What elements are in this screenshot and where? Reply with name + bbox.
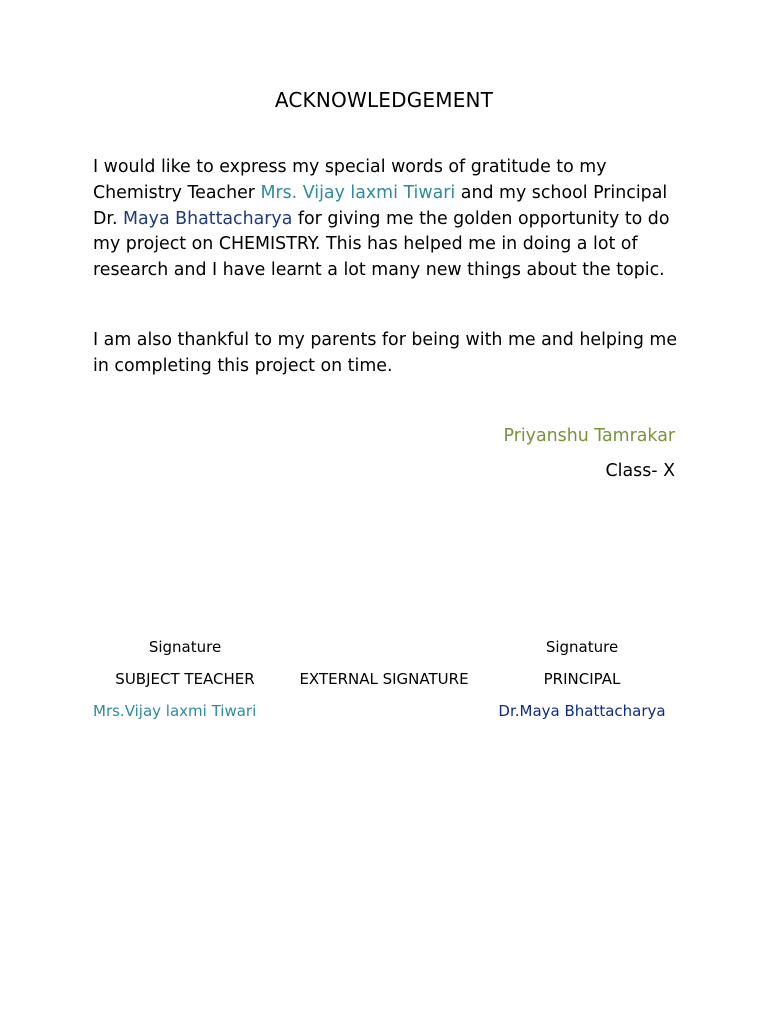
parents-paragraph: I am also thankful to my parents for being with me and helping me in completing this project on time. xyxy=(93,330,678,376)
principal-signature-name: Dr.Maya Bhattacharya xyxy=(498,702,666,720)
paragraph-text-1: I would like to express my special words of gratitude to my Chemistry Teacher xyxy=(93,157,607,203)
paragraph-text-3: for giving me the golden opportunity to do my project on CHEMISTRY. This has helped me in doing a lot of research and I have learnt a lot many new things about the topic. xyxy=(93,208,670,281)
page-title: ACKNOWLEDGEMENT xyxy=(274,88,494,112)
principal-role: PRINCIPAL xyxy=(543,670,621,688)
principal-name-inline: Maya Bhattacharya xyxy=(123,208,293,229)
gratitude-paragraph xyxy=(93,155,683,284)
teacher-signature-label: Signature xyxy=(148,638,222,656)
teacher-signature-name: Mrs.Vijay laxmi Tiwari xyxy=(93,702,257,720)
student-class: Class- X xyxy=(605,461,675,481)
external-signature-role: EXTERNAL SIGNATURE xyxy=(299,670,469,688)
teacher-name-inline: Mrs. Vijay laxmi Tiwari xyxy=(260,182,456,203)
paragraph-text-2: and my school Principal Dr. xyxy=(93,182,668,229)
principal-signature-label: Signature xyxy=(545,638,619,656)
student-name: Priyanshu Tamrakar xyxy=(503,426,675,446)
subject-teacher-role: SUBJECT TEACHER xyxy=(115,670,255,688)
